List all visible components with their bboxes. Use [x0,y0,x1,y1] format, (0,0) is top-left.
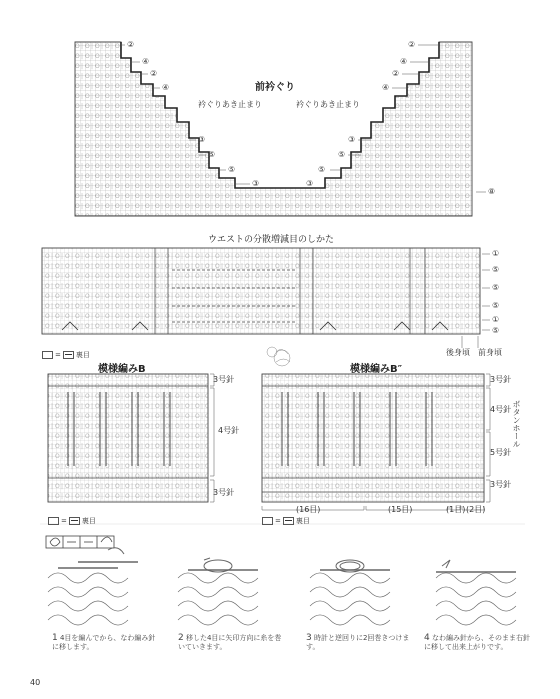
neck-mark: ⑤ [228,165,236,174]
pattern-b-chart [48,374,214,502]
neck-mark: ④ [162,83,170,92]
needle-label: 5号針 [490,448,512,457]
neck-mark: ⑤ [338,150,346,159]
stitch-count: (2目) [466,505,486,514]
neck-mark: ④ [400,57,408,66]
legend-purl: = 裏目 [48,516,96,526]
neckline-title: 前衿ぐり [255,82,295,93]
buttonhole-label: ボタンホール [512,400,521,448]
step-caption: 3 時計と逆回りに2回巻きつけます。 [306,633,410,651]
legend-purl-square [283,517,294,525]
neck-mark: ③ [348,135,356,144]
cable-symbol [46,536,114,548]
neck-mark: ② [150,69,158,78]
neck-mark: ② [392,69,400,78]
stitch-count: (16目) [296,505,321,514]
needle-label: 4号針 [218,426,240,435]
back-body-label: 後身頃 [446,348,470,357]
legend-blank-square [262,517,273,525]
pattern-b2-title: 模様編みB″ [350,364,403,375]
step-caption: 2 移した4目に矢印方向に糸を巻いていきます。 [178,633,282,651]
neck-mark: ⑧ [488,187,496,196]
legend-purl: = 裏目 [42,350,90,360]
needle-label: 3号針 [213,488,235,497]
needle-label: 3号針 [490,375,512,384]
neck-mark: ② [127,40,135,49]
front-body-label: 前身頃 [478,348,502,357]
neck-mark: ③ [252,179,260,188]
neck-mark: ⑤ [318,165,326,174]
waist-title: ウエストの分散増減目のしかた [208,235,335,245]
legend-purl-square [69,517,80,525]
page-number: 40 [30,678,41,687]
neck-open-stop-left: 衿ぐりあき止まり [198,100,262,109]
step-illustrations [48,548,516,625]
waist-chart [42,248,490,366]
neck-open-stop-right: 衿ぐりあき止まり [296,100,360,109]
neck-mark: ⑤ [208,150,216,159]
neckline-chart [75,42,486,216]
needle-label: 3号針 [490,480,512,489]
legend-blank-square [48,517,59,525]
pattern-b-title: 模様編みB [98,364,146,375]
neck-mark: ④ [382,83,390,92]
waist-mark: ① [492,315,500,324]
waist-mark: ① [492,249,500,258]
pattern-b2-chart [262,374,490,510]
step-caption: 4 なわ編み針から、そのまま右針に移して出来上がりです。 [424,633,530,651]
legend-purl: = 裏目 [262,516,310,526]
needle-label: 3号針 [213,375,235,384]
needle-label: 4号針 [490,405,512,414]
step-caption: 1 4目を編んでから、なわ編み針に移します。 [52,633,156,651]
waist-mark: ⑤ [492,301,500,310]
waist-mark: ⑤ [492,326,500,335]
waist-mark: ⑤ [492,283,500,292]
legend-purl-square [63,351,74,359]
waist-mark: ⑤ [492,265,500,274]
neck-mark: ② [408,40,416,49]
neck-mark: ④ [142,57,150,66]
stitch-count: (1目) [446,505,466,514]
legend-blank-square [42,351,53,359]
neck-mark: ③ [306,179,314,188]
stitch-count: (15目) [388,505,413,514]
neck-mark: ③ [198,135,206,144]
